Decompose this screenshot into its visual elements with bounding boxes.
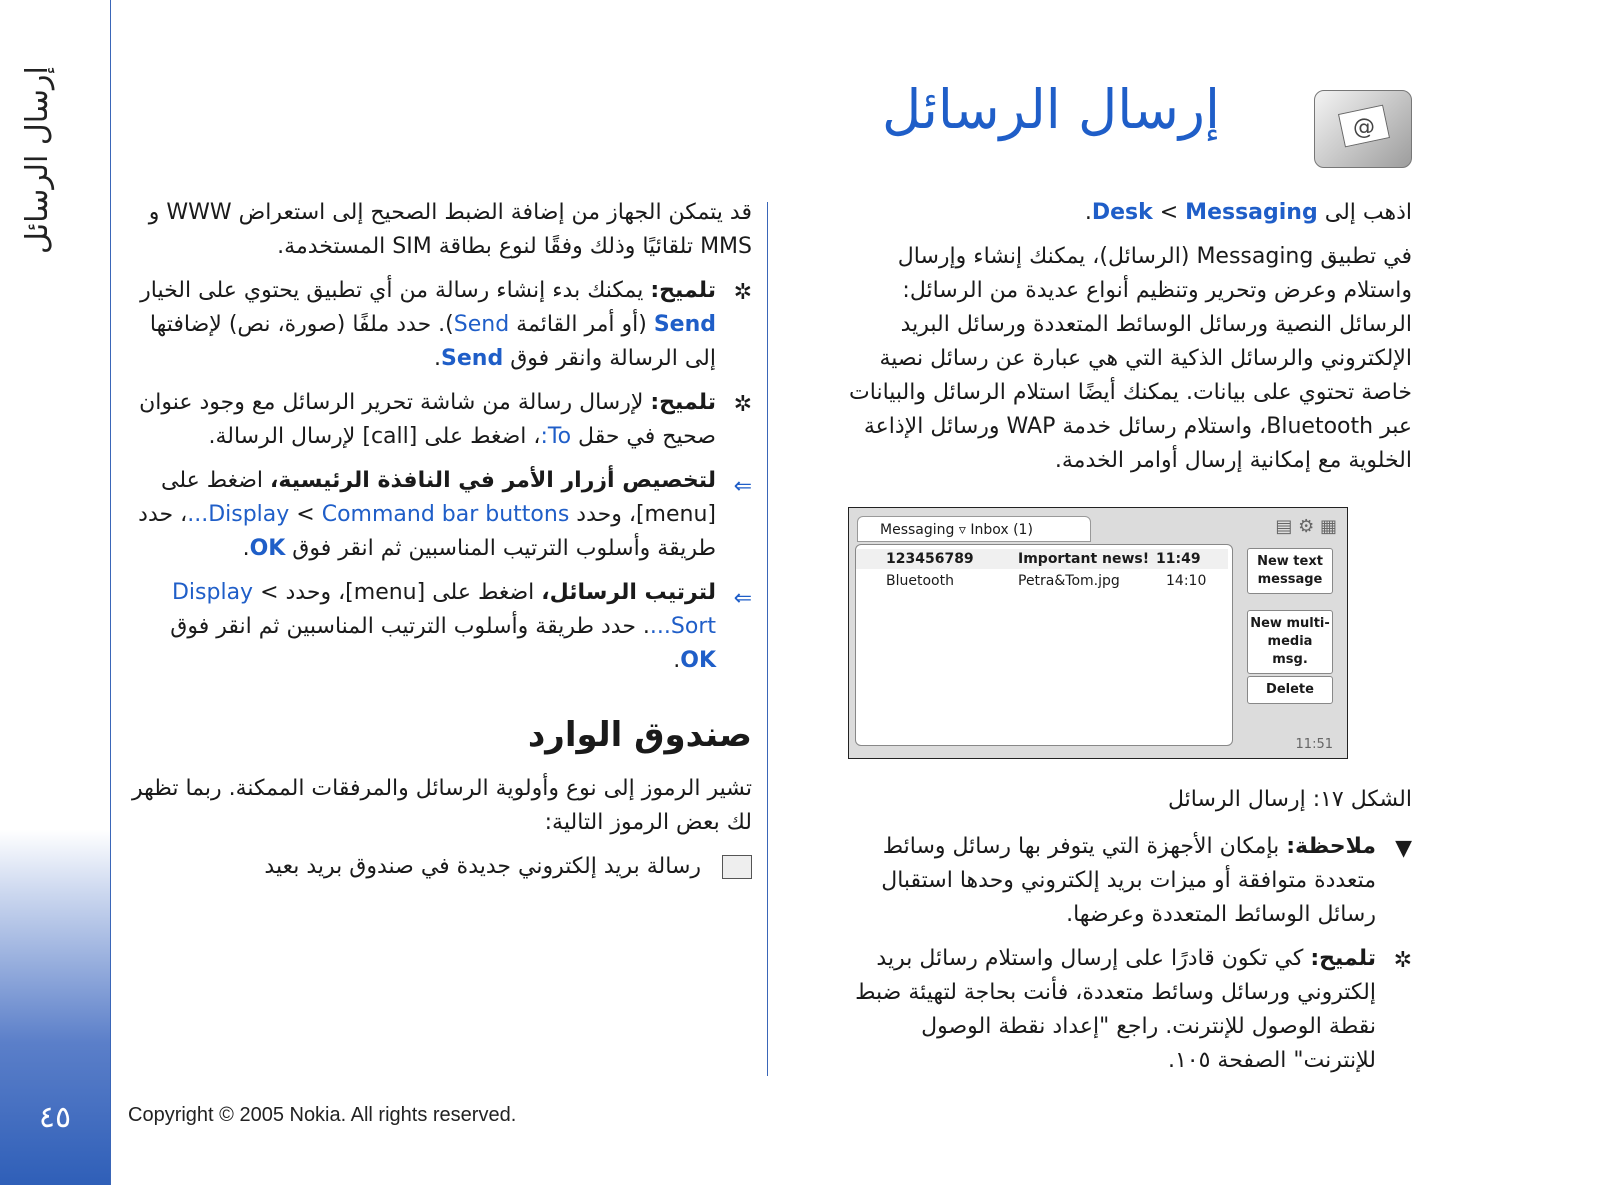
sidebar-title: إرسال الرسائل bbox=[20, 66, 55, 254]
note: ▼ ملاحظة: بإمكان الأجهزة التي يتوفر بها رسائل وسائط متعددة متوافقة أو ميزات بريد إلكتروني وحدها استقبال رسائل الوسائط المتعددة وعرضها. bbox=[881, 834, 1412, 927]
message-list bbox=[855, 544, 1233, 746]
figure-caption: الشكل ١٧: إرسال الرسائل bbox=[1167, 787, 1412, 812]
sidebar bbox=[0, 0, 111, 1185]
lightbulb-icon: ✲ bbox=[1393, 948, 1412, 973]
nav-instruction: اذهب إلى Desk < Messaging. bbox=[1084, 200, 1412, 225]
arrow-icon: ⇐ bbox=[733, 474, 752, 499]
arrow-icon: ⇐ bbox=[733, 586, 752, 611]
list-item[interactable]: Bluetooth Petra&Tom.jpg 14:10 bbox=[886, 573, 1207, 589]
inbox-heading: صندوق الوارد bbox=[527, 715, 752, 755]
device-screenshot bbox=[848, 507, 1348, 759]
tip-send: ✲ تلميح: يمكنك بدء إنشاء رسالة من أي تطبيق يحتوي على الخيار Send (أو أمر القائمة Send). حدد ملفًا (صورة، نص) لإضافتها إلى الرسالة وانقر فوق Send. bbox=[140, 278, 752, 371]
inbox-tab[interactable]: Messaging ▿ Inbox (1) bbox=[857, 516, 1091, 542]
icon-legend-row: رسالة بريد إلكتروني جديدة في صندوق بريد بعيد bbox=[128, 850, 752, 884]
new-mms-button[interactable]: New multi-media msg. bbox=[1247, 610, 1333, 674]
new-text-message-button[interactable]: New text message bbox=[1247, 548, 1333, 594]
page-number: ٤٥ bbox=[38, 1100, 72, 1135]
step-sort: ⇐ لترتيب الرسائل، اضغط على [menu]، وحدد Display < Sort.... حدد طريقة وأسلوب الترتيب المناسبين ثم انقر فوق OK. bbox=[170, 580, 752, 673]
status-icons: ▤ ⚙ ▦ bbox=[1275, 516, 1337, 537]
left-column bbox=[128, 196, 752, 894]
tip-send-message: ✲ تلميح: لإرسال رسالة من شاشة تحرير الرسائل مع وجود عنوان صحيح في حقل To:، اضغط على [call] لإرسال الرسالة. bbox=[139, 390, 752, 449]
right-notes bbox=[832, 830, 1412, 1088]
command-buttons bbox=[1239, 544, 1341, 744]
messaging-link[interactable]: Messaging bbox=[1185, 200, 1318, 225]
right-column bbox=[832, 196, 1412, 488]
auto-settings-paragraph: قد يتمكن الجهاز من إضافة الضبط الصحيح إلى استعراض WWW و MMS تلقائيًا وذلك وفقًا لنوع بطاقة SIM المستخدمة. bbox=[148, 200, 752, 259]
delete-button[interactable]: Delete bbox=[1247, 676, 1333, 704]
copyright: Copyright © 2005 Nokia. All rights reserved. bbox=[128, 1104, 517, 1126]
list-item[interactable]: 123456789 Important news! 11:49 bbox=[856, 549, 1228, 569]
intro-paragraph: في تطبيق Messaging (الرسائل)، يمكنك إنشاء وإرسال واستلام وعرض وتحرير وتنظيم أنواع عديدة من الرسائل: الرسائل النصية ورسائل الوسائط المتعددة ورسائل البريد الإلكتروني والرسائل الذكية التي هي عبارة عن رسائل نصية خاصة تحتوي على بيانات. يمكنك أيضًا استلام الرسائل والبيانات عبر Bluetooth، واستلام رسائل خدمة WAP ورسائل الإذاعة الخلوية مع إمكانية إرسال أوامر الخدمة. bbox=[849, 244, 1412, 473]
tip: ✲ تلميح: كي تكون قادرًا على إرسال واستلام رسائل بريد إلكتروني ورسائل وسائط متعددة، فأنت بحاجة لتهيئة ضبط نقطة الوصول للإنترنت. راجع "إعداد نقطة الوصول للإنترنت" الصفحة ١٠٥. bbox=[855, 946, 1412, 1073]
desk-link[interactable]: Desk bbox=[1091, 200, 1153, 225]
screen-clock: 11:51 bbox=[1295, 737, 1333, 752]
messaging-icon: @ bbox=[1314, 90, 1412, 168]
step-command-buttons: ⇐ لتخصيص أزرار الأمر في النافذة الرئيسية، اضغط على [menu]، وحدد Display < Command bar buttons...، حدد طريقة وأسلوب الترتيب المناسبين ثم انقر فوق OK. bbox=[138, 468, 752, 561]
note-icon: ▼ bbox=[1395, 836, 1412, 861]
lightbulb-icon: ✲ bbox=[733, 392, 752, 417]
icons-paragraph: تشير الرموز إلى نوع وأولوية الرسائل والمرفقات الممكنة. ربما تظهر لك بعض الرموز التالية: bbox=[132, 776, 752, 835]
page-title: إرسال الرسائل bbox=[881, 78, 1220, 141]
new-email-icon bbox=[722, 855, 752, 879]
lightbulb-icon: ✲ bbox=[733, 280, 752, 305]
column-divider bbox=[767, 202, 768, 1076]
